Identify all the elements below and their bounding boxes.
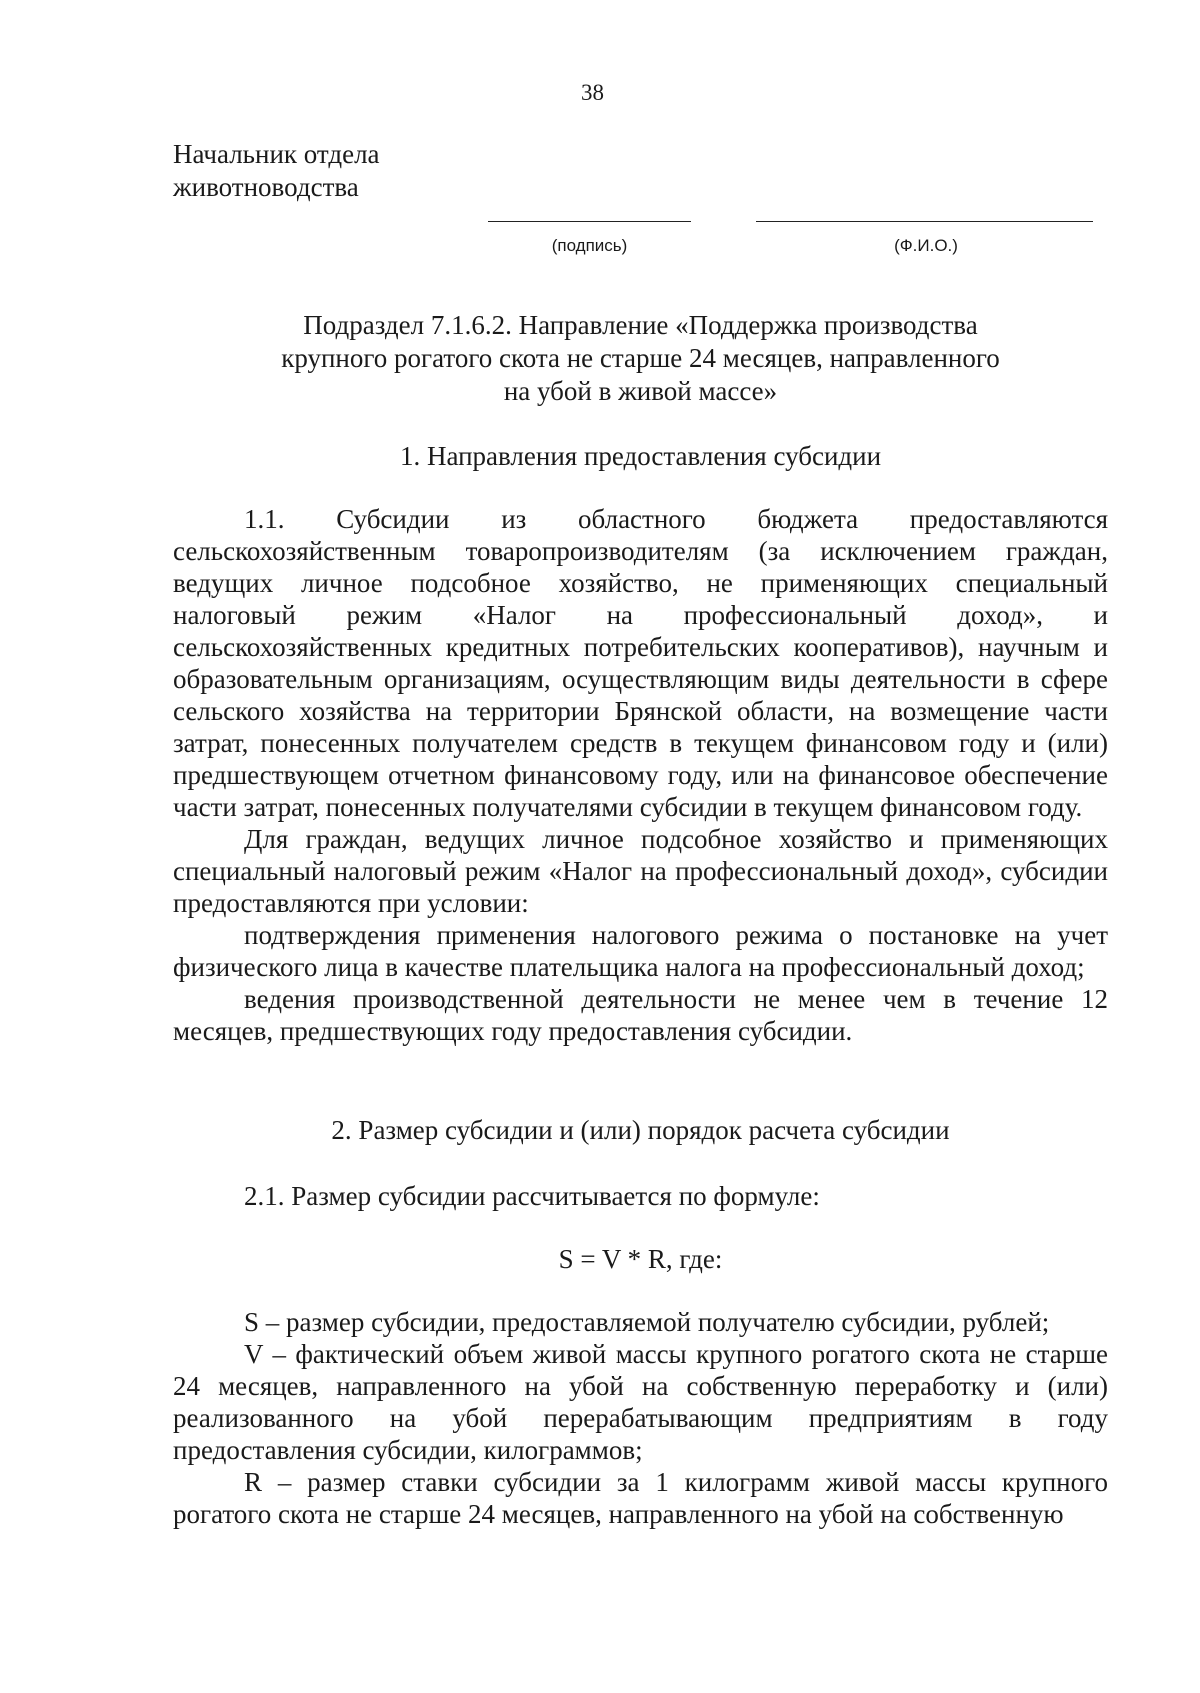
- signature-line: [488, 221, 691, 222]
- definitions-block: [173, 1306, 1108, 1530]
- signatory-position-line: Начальник отдела: [173, 139, 380, 169]
- name-line: [756, 221, 1093, 222]
- paragraph-condition-2: ведения производственной деятельности не менее чем в течение 12 месяцев, предшествующих году предоставления субсидии.: [173, 984, 1108, 1046]
- definition-r: R – размер ставки субсидии за 1 килограмм живой массы крупного рогатого скота не старше 24 месяцев, направленного на убой на собственную: [173, 1467, 1108, 1529]
- paragraph-citizens: Для граждан, ведущих личное подсобное хозяйство и применяющих специальный налоговый режим «Налог на профессиональный доход», субсидии предоставляются при условии:: [173, 824, 1108, 918]
- signatory-position-line: животноводства: [173, 172, 359, 202]
- formula: S = V * R, где:: [558, 1244, 723, 1274]
- section-2-heading: 2. Размер субсидии и (или) порядок расчета субсидии: [331, 1115, 950, 1145]
- name-caption: (Ф.И.О.): [894, 236, 958, 255]
- definition-v: V – фактический объем живой массы крупного рогатого скота не старше 24 месяцев, направленного на убой на собственную переработку и (или) реализованного на убой перерабатывающим предприятиям в году предоставления субсидии, килограммов;: [173, 1339, 1108, 1465]
- section-1-heading: 1. Направления предоставления субсидии: [399, 441, 882, 471]
- section-1-body: [173, 503, 1108, 1047]
- paragraph-2-1: 2.1. Размер субсидии рассчитывается по формуле:: [244, 1181, 820, 1211]
- subsection-title: [173, 309, 1108, 408]
- paragraph-1-1: 1.1. Субсидии из областного бюджета предоставляются сельскохозяйственным товаропроизводителям (за исключением граждан, ведущих личное подсобное хозяйство, не применяющих специальный налоговый режим «Налог на профессиональный доход», и сельскохозяйственных кредитных потребительских кооперативов), научным и образовательным организациям, осуществляющим виды деятельности в сфере сельского хозяйства на территории Брянской области, на возмещение части затрат, понесенных получателем средств в текущем финансовом году и (или) предшествующем отчетном финансовому году, или на финансовое обеспечение части затрат, понесенных получателями субсидии в текущем финансовом году.: [173, 504, 1108, 822]
- page-number: 38: [581, 80, 604, 105]
- paragraph-condition-1: подтверждения применения налогового режима о постановке на учет физического лица в качестве плательщика налога на профессиональный доход;: [173, 920, 1108, 982]
- section-2-intro-block: [173, 1180, 1108, 1212]
- signatory-position: [173, 138, 380, 204]
- signature-caption: (подпись): [551, 236, 628, 255]
- definition-s: S – размер субсидии, предоставляемой получателю субсидии, рублей;: [244, 1307, 1050, 1337]
- subsection-title-line: Подраздел 7.1.6.2. Направление «Поддержка производства: [303, 310, 978, 340]
- subsection-title-line: на убой в живой массе»: [503, 376, 778, 406]
- subsection-title-line: крупного рогатого скота не старше 24 месяцев, направленного: [281, 343, 1000, 373]
